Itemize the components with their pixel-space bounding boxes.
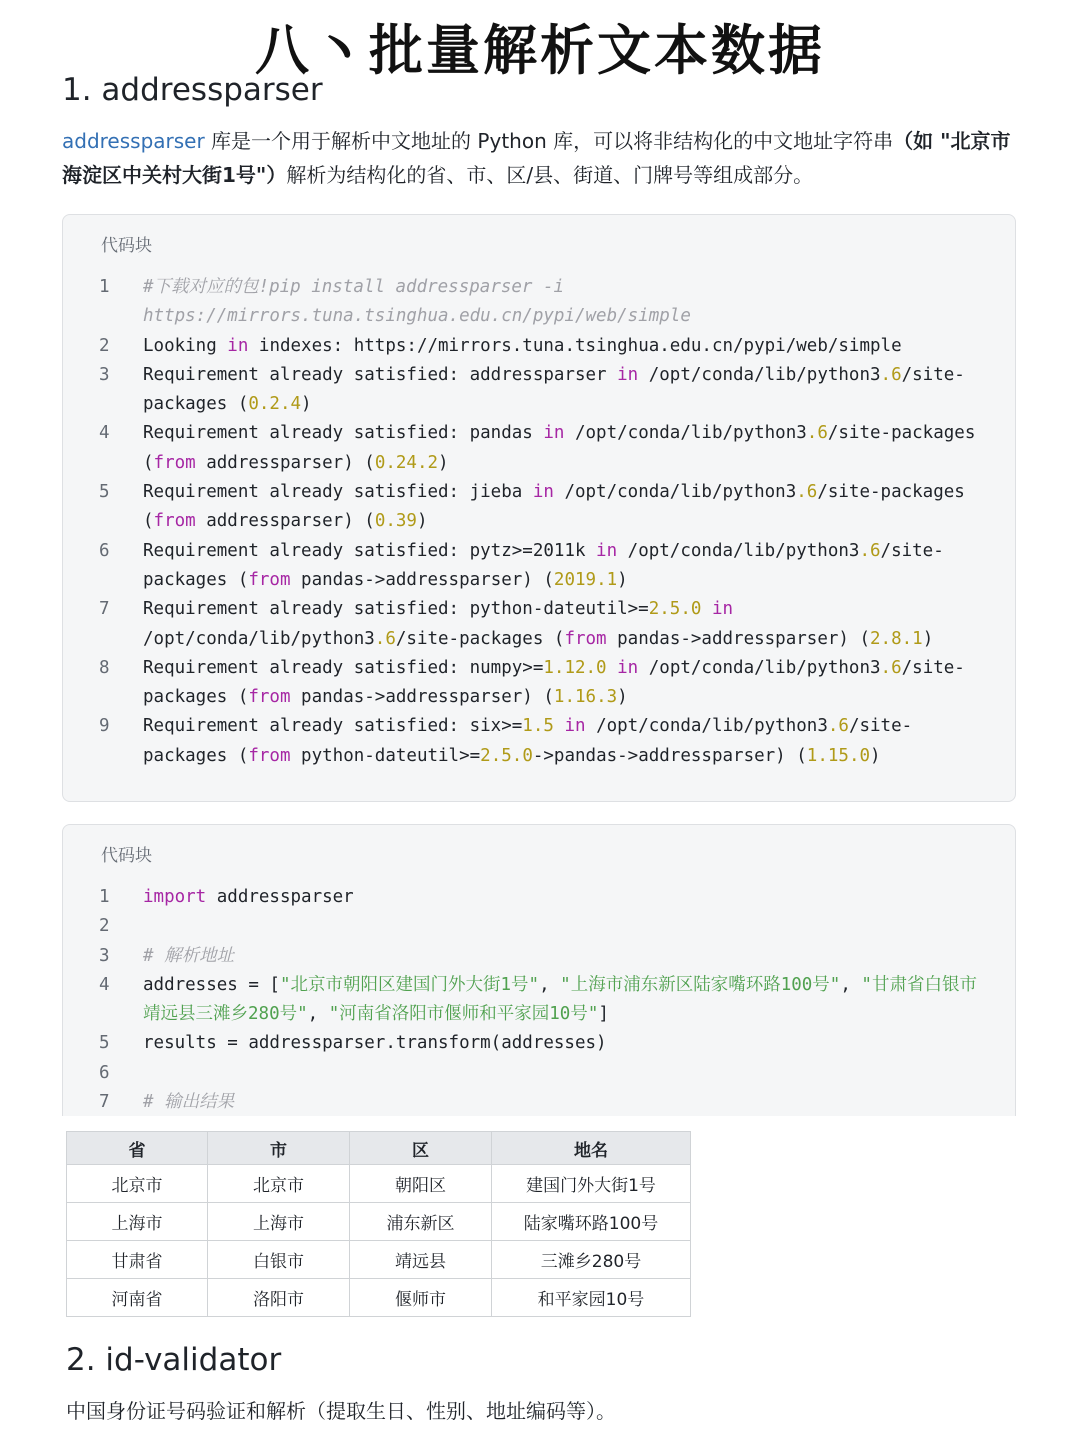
code-token: in: [564, 716, 586, 737]
code-token: /site-packages (: [143, 540, 944, 590]
line-number: 7: [99, 599, 110, 620]
line-number: 8: [99, 657, 110, 678]
code-line: [63, 1059, 1015, 1088]
code-token: ): [617, 569, 628, 590]
code-line: [63, 1029, 1015, 1058]
code-block-label: 代码块: [101, 846, 152, 866]
code-token: /site-packages (: [143, 364, 965, 415]
code-token: /site-packages (: [395, 628, 565, 649]
code-token: pandas->addressparser) (: [290, 569, 554, 590]
code-token: /opt/conda/lib/python3: [553, 482, 797, 503]
table-cell: 靖远县: [350, 1241, 492, 1279]
code-line: [63, 654, 1015, 713]
table-cell: 陆家嘴环路100号: [492, 1203, 691, 1241]
code-block-label: 代码块: [101, 236, 152, 256]
code-token: Requirement already satisfied: addressparser: [143, 364, 618, 385]
code-token: 1.12.0: [543, 657, 607, 678]
line-number: 6: [99, 540, 110, 561]
code-token: "上海市浦东新区陆家嘴环路100号": [560, 974, 841, 995]
code-token: [701, 599, 712, 619]
code-line: [63, 912, 1015, 941]
page-title: 八丶批量解析文本数据: [255, 19, 825, 82]
table-cell: 上海市: [67, 1203, 208, 1241]
code-text: [143, 883, 1015, 912]
table-header-row: [67, 1132, 691, 1165]
line-number: 5: [99, 1033, 110, 1054]
code-token: python-dateutil>=: [290, 745, 481, 766]
code-token: ,: [307, 1004, 329, 1025]
code-token: 0.24.2: [374, 452, 439, 473]
intro-text-2: 解析为结构化的省、市、区/县、街道、门牌号等组成部分。: [286, 163, 814, 187]
code-token: /opt/conda/lib/python3: [564, 423, 807, 444]
code-line: [63, 1088, 1015, 1117]
code-token: Requirement already satisfied: python-dateutil>=: [143, 599, 649, 620]
code-text: [143, 1088, 1015, 1117]
code-line: [63, 883, 1015, 912]
code-token: Requirement already satisfied: jieba: [143, 482, 533, 503]
code-token: 2.5.0: [480, 745, 533, 766]
code-token: .6: [796, 482, 818, 503]
line-number: 2: [99, 916, 110, 937]
table-cell: 朝阳区: [350, 1165, 492, 1203]
code-token: 2019.1: [553, 569, 618, 590]
code-token: .6: [827, 716, 849, 737]
code-line: [63, 361, 1015, 420]
code-text: [143, 419, 1015, 478]
code-token: /opt/conda/lib/python3: [638, 657, 881, 678]
code-text: [143, 273, 1015, 332]
code-token: 2.8.1: [870, 628, 923, 649]
code-text: [143, 537, 1015, 596]
table-cell: 偃师市: [350, 1279, 492, 1317]
code-text: [143, 332, 1015, 361]
id-validator-description: 中国身份证号码验证和解析（提取生日、性别、地址编码等）。: [66, 1399, 616, 1423]
table-cell: 三滩乡280号: [492, 1241, 691, 1279]
code-token: ): [617, 687, 628, 708]
code-token: # 解析地址: [143, 945, 235, 966]
code-text: [143, 971, 1015, 1030]
code-token: # 输出结果: [143, 1092, 235, 1113]
code-token: Requirement already satisfied: pytz>=2011k: [143, 540, 597, 561]
code-text: [143, 942, 1015, 971]
code-token: ): [438, 452, 449, 473]
code-token: indexes: https://mirrors.tuna.tsinghua.edu.cn/pypi/web/simple: [248, 335, 902, 356]
line-number: 4: [99, 974, 110, 995]
line-number: 7: [99, 1092, 110, 1113]
code-line: [63, 332, 1015, 361]
code-token: /opt/conda/lib/python3: [638, 364, 881, 385]
table-cell: 北京市: [208, 1165, 350, 1203]
code-token: .6: [859, 540, 881, 561]
code-token: .6: [880, 364, 902, 385]
table-cell: 河南省: [67, 1279, 208, 1317]
table-cell: 甘肃省: [67, 1241, 208, 1279]
intro-text-1: 库是一个用于解析中文地址的 Python 库，可以将非结构化的中文地址字符串: [204, 129, 894, 153]
column-header-province: 省: [67, 1132, 208, 1165]
code-text: [143, 595, 1015, 654]
code-token: in: [596, 540, 618, 561]
code-block-install: [62, 214, 1016, 802]
code-text: [143, 1029, 1015, 1058]
code-token: Looking: [143, 335, 228, 356]
line-number: 6: [99, 1062, 110, 1083]
table-cell: 白银市: [208, 1241, 350, 1279]
code-token: ,: [840, 974, 862, 995]
code-token: ): [870, 745, 881, 766]
code-token: 1.5: [522, 716, 554, 737]
code-token: /opt/conda/lib/python3: [585, 716, 828, 737]
code-token: from: [248, 745, 291, 766]
code-line: [63, 419, 1015, 478]
code-text: [143, 478, 1015, 537]
code-line: [63, 478, 1015, 537]
code-text: [143, 712, 1015, 771]
code-line: [63, 273, 1015, 332]
code-token: .6: [374, 628, 396, 649]
code-token: /site-packages (: [143, 423, 986, 473]
table-cell: 北京市: [67, 1165, 208, 1203]
code-token: from: [564, 628, 607, 649]
code-token: addresses = [: [143, 974, 280, 995]
table-cell: 洛阳市: [208, 1279, 350, 1317]
table-cell: 和平家园10号: [492, 1279, 691, 1317]
table-cell: 浦东新区: [350, 1203, 492, 1241]
code-line: [63, 537, 1015, 596]
code-token: import: [143, 887, 207, 907]
code-line: [63, 942, 1015, 971]
code-token: Requirement already satisfied: pandas: [143, 423, 544, 444]
line-number: 9: [99, 716, 110, 737]
code-token: in: [532, 482, 554, 503]
code-token: "甘肃省白银市靖远县三滩乡280号": [143, 974, 977, 1025]
section-heading-addressparser: 1. addressparser: [62, 72, 323, 108]
code-token: from: [248, 569, 291, 590]
table-row: [67, 1279, 691, 1317]
code-token: .6: [880, 657, 902, 678]
code-token: ,: [539, 974, 561, 995]
table-row: [67, 1241, 691, 1279]
code-token: .6: [806, 423, 828, 444]
code-token: addressparser) (: [195, 511, 375, 532]
column-header-district: 区: [350, 1132, 492, 1165]
code-token: 2.5.0: [648, 599, 702, 620]
code-token: ): [301, 394, 312, 415]
code-token: ->pandas->addressparser) (: [532, 745, 807, 766]
code-token: Requirement already satisfied: six>=: [143, 716, 523, 737]
code-lines: [63, 883, 1015, 1117]
code-token: 0.39: [374, 511, 417, 532]
column-header-place: 地名: [492, 1132, 691, 1165]
code-token: in: [227, 335, 249, 356]
code-token: in: [617, 657, 639, 678]
code-token: [607, 658, 618, 678]
table-cell: 建国门外大街1号: [492, 1165, 691, 1203]
code-token: addressparser: [206, 887, 354, 907]
code-text: [143, 912, 1015, 941]
table-cell: 上海市: [208, 1203, 350, 1241]
result-table: [66, 1131, 691, 1317]
code-line: [63, 971, 1015, 1030]
table-row: [67, 1165, 691, 1203]
code-token: from: [153, 452, 196, 473]
line-number: 1: [99, 887, 110, 907]
code-token: /opt/conda/lib/python3: [617, 540, 860, 561]
code-token: ): [416, 511, 428, 532]
code-text: [143, 654, 1015, 713]
code-token: /site-packages (: [143, 482, 976, 532]
code-text: [143, 361, 1015, 420]
table-row: [67, 1203, 691, 1241]
line-number: 4: [99, 423, 110, 444]
code-token: from: [153, 511, 196, 532]
line-number: 5: [99, 482, 110, 503]
line-number: 3: [99, 945, 110, 966]
line-number: 1: [99, 277, 110, 297]
code-lines: [63, 273, 1015, 771]
code-token: 1.15.0: [806, 745, 871, 766]
intro-paragraph: [62, 124, 1022, 192]
code-token: in: [711, 599, 734, 620]
code-token: /site-packages (: [143, 716, 913, 766]
code-token: 1.16.3: [553, 687, 618, 708]
code-token: /opt/conda/lib/python3: [143, 599, 744, 649]
code-token: from: [248, 687, 291, 708]
section-heading-id-validator: 2. id-validator: [66, 1342, 282, 1378]
line-number: 3: [99, 364, 110, 385]
code-token: Requirement already satisfied: numpy>=: [143, 657, 544, 678]
line-number: 2: [99, 335, 110, 356]
code-token: ]: [598, 1004, 609, 1025]
intro-example-bold: （如 "北京市海淀区中关村大街1号"）: [62, 129, 1011, 187]
code-token: 0.2.4: [248, 394, 302, 415]
code-token: in: [543, 423, 565, 444]
code-token: pandas->addressparser) (: [290, 687, 554, 708]
code-token: #下载对应的包!pip install addressparser -i https://mirrors.tuna.tsinghua.edu.cn/pypi/web/simple: [143, 277, 691, 327]
code-token: [554, 716, 565, 736]
code-token: /site-packages (: [143, 657, 965, 708]
code-token: in: [617, 364, 639, 385]
addressparser-link[interactable]: addressparser: [62, 129, 205, 153]
code-token: "河南省洛阳市偃师和平家园10号": [328, 1004, 599, 1025]
code-token: "北京市朝阳区建国门外大街1号": [279, 974, 540, 995]
code-block-usage: [62, 824, 1016, 1116]
code-line: [63, 712, 1015, 771]
code-text: [143, 1059, 1015, 1088]
code-token: results = addressparser.transform(addresses): [143, 1033, 607, 1054]
code-token: pandas->addressparser) (: [606, 628, 871, 649]
code-line: [63, 595, 1015, 654]
code-token: addressparser) (: [195, 452, 375, 473]
code-token: ): [922, 628, 934, 649]
column-header-city: 市: [208, 1132, 350, 1165]
